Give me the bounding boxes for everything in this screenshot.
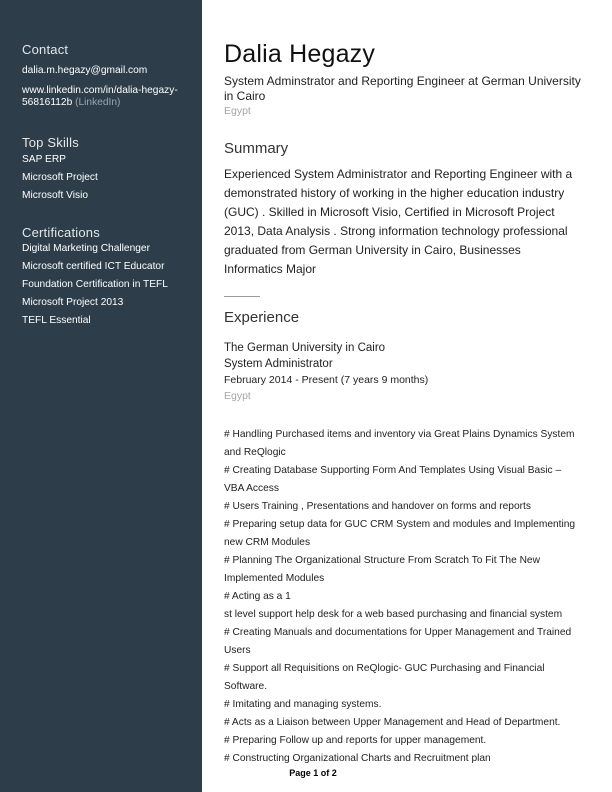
description-line: # Preparing setup data for GUC CRM System and modules and Implementing (224, 519, 576, 530)
section-divider (224, 296, 260, 297)
sidebar (0, 0, 202, 792)
description-line: # Acts as a Liaison between Upper Management and Head of Department. (224, 717, 561, 728)
description-line: and ReQlogic (224, 447, 286, 458)
description-line: # Handling Purchased items and inventory via Great Plains Dynamics System (224, 429, 575, 440)
description-line: # Constructing Organizational Charts and Recruitment plan (224, 753, 491, 764)
skill-item: Microsoft Project (22, 172, 98, 183)
linkedin-url[interactable]: www.linkedin.com/in/dalia-hegazy-56816112b (22, 85, 178, 108)
skills-list (22, 151, 194, 205)
summary-text: Experienced System Administrator and Reporting Engineer with a demonstrated history of working in the higher education industry (GUC) . Skilled in Microsoft Visio, Certified in Microsoft Project 2013, Data Analysis . Strong information technology professional graduated from German University in Cairo, Businesses Informatics Major (224, 167, 573, 276)
description-line: Implemented Modules (224, 573, 325, 584)
certifications-section (22, 225, 194, 330)
experience-heading: Experience (224, 309, 300, 326)
linkedin-link[interactable] (22, 85, 182, 109)
certification-item: TEFL Essential (22, 315, 91, 326)
certifications-list (22, 240, 194, 330)
description-line: # Planning The Organizational Structure From Scratch To Fit The New (224, 555, 540, 566)
skills-section (22, 135, 194, 205)
skill-item: Microsoft Visio (22, 190, 89, 201)
description-line: # Creating Manuals and documentations for Upper Management and Trained (224, 627, 572, 638)
profile-name: Dalia Hegazy (224, 40, 376, 68)
description-line: Users (224, 645, 251, 656)
summary-heading: Summary (224, 140, 289, 157)
description-line: # Users Training , Presentations and handover on forms and reports (224, 501, 531, 512)
job-location: Egypt (224, 390, 251, 402)
skill-item: SAP ERP (22, 154, 66, 165)
job-description (224, 426, 594, 768)
description-line: # Support all Requisitions on ReQlogic- GUC Purchasing and Financial (224, 663, 545, 674)
certification-item: Microsoft certified ICT Educator (22, 261, 165, 272)
job-dates: February 2014 - Present (7 years 9 months) (224, 374, 429, 386)
linkedin-label: (LinkedIn) (75, 97, 121, 108)
certification-item: Microsoft Project 2013 (22, 297, 124, 308)
email-link[interactable]: dalia.m.hegazy@gmail.com (22, 65, 148, 76)
job-title: System Administrator (224, 358, 333, 370)
page-number: Page 1 of 2 (289, 768, 337, 778)
description-line: st level support help desk for a web based purchasing and financial system (224, 609, 563, 620)
description-line: VBA Access (224, 483, 279, 494)
page-footer (0, 768, 612, 778)
certification-item: Digital Marketing Challenger (22, 243, 150, 254)
contact-heading: Contact (22, 42, 69, 57)
certification-item: Foundation Certification in TEFL (22, 279, 168, 290)
skills-heading: Top Skills (22, 135, 79, 150)
certifications-heading: Certifications (22, 225, 100, 240)
contact-section (22, 42, 194, 109)
profile-location: Egypt (224, 105, 251, 117)
description-line: new CRM Modules (224, 537, 311, 548)
job-company: The German University in Cairo (224, 342, 386, 354)
description-line: # Preparing Follow up and reports for upper management. (224, 735, 487, 746)
description-line: Software. (224, 681, 268, 692)
profile-headline: System Adminstrator and Reporting Engineer at German University in Cairo (224, 74, 581, 103)
description-line: # Acting as a 1 (224, 591, 291, 602)
description-line: # Imitating and managing systems. (224, 699, 382, 710)
description-line: # Creating Database Supporting Form And Templates Using Visual Basic – (224, 465, 562, 476)
